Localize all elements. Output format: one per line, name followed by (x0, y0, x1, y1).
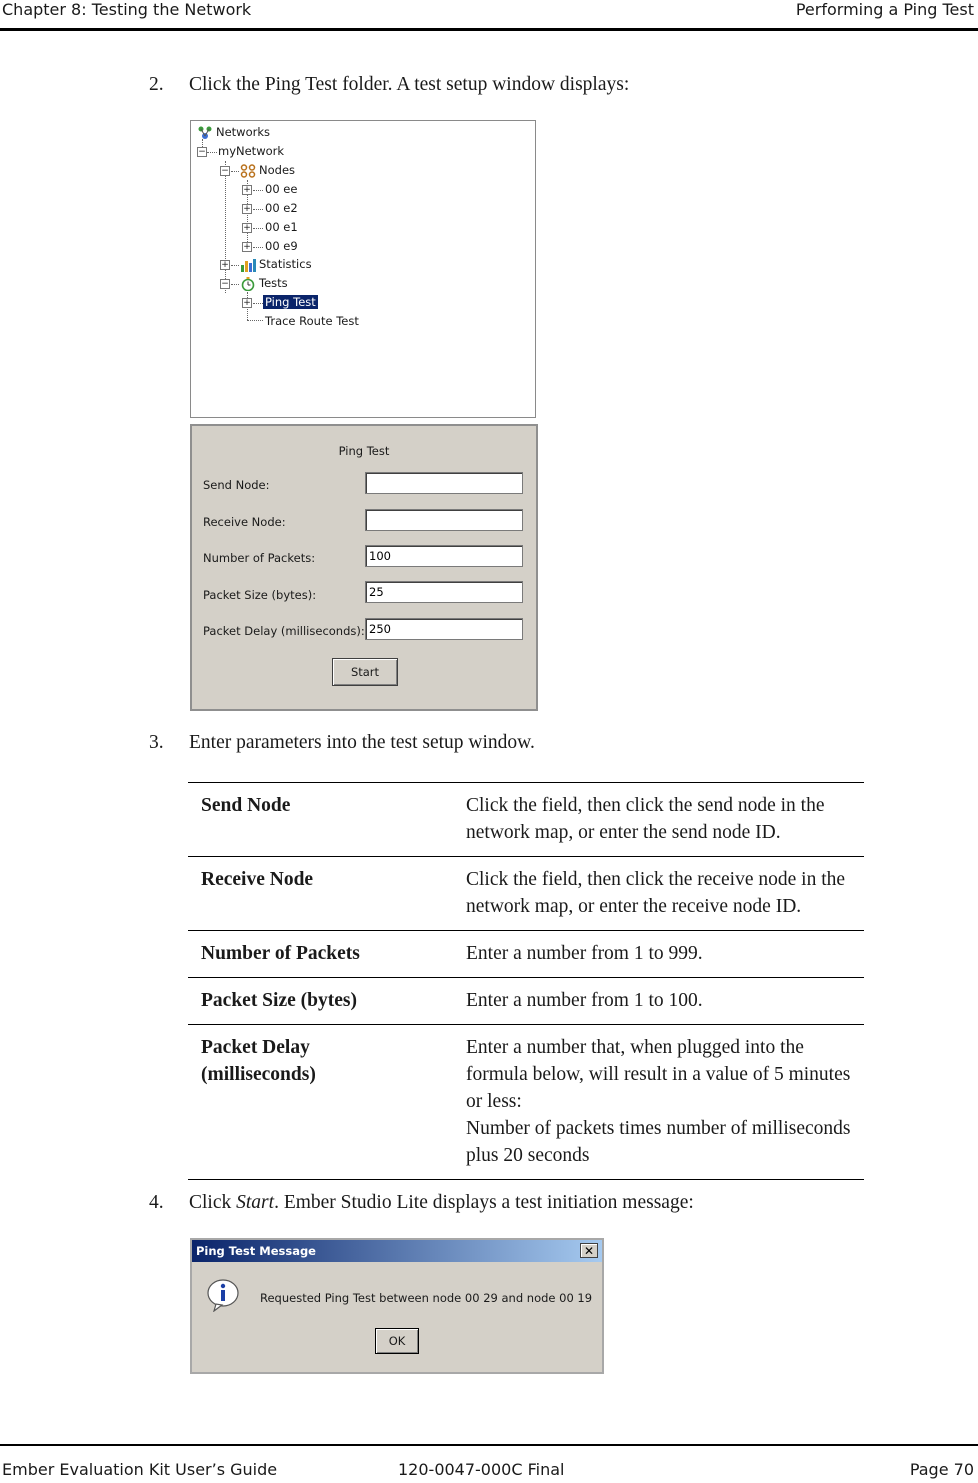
tree-node-node[interactable]: 00 e9 (265, 239, 298, 253)
tree-node-trace-route-test[interactable]: Trace Route Test (265, 314, 359, 328)
step-text: Click Start. Ember Studio Lite displays a test initiation message: (189, 1192, 694, 1213)
section-header: Performing a Ping Test (795, 0, 974, 19)
tree-node-node[interactable]: 00 e1 (265, 220, 298, 234)
parameter-table (188, 782, 864, 1180)
statistics-icon (240, 258, 256, 272)
info-icon (206, 1278, 240, 1312)
nodes-icon (240, 164, 256, 178)
param-name: Receive Node (188, 857, 453, 931)
param-description: Enter a number from 1 to 999. (453, 931, 864, 978)
ping-test-form (190, 424, 538, 711)
receive-node-input[interactable] (365, 509, 523, 531)
param-description: Enter a number from 1 to 100. (453, 978, 864, 1025)
footer-doc-number: 120-0047-000C Final (398, 1460, 565, 1479)
packet-delay-label: Packet Delay (milliseconds): (203, 624, 365, 638)
tree-node-tests[interactable]: Tests (240, 275, 288, 292)
receive-node-label: Receive Node: (203, 515, 286, 529)
send-node-input[interactable] (365, 472, 523, 494)
tree-node-statistics[interactable]: Statistics (240, 256, 312, 273)
collapse-toggle[interactable]: − (221, 166, 229, 176)
step-number: 4. (149, 1192, 164, 1213)
start-emphasis: Start (236, 1192, 275, 1213)
expand-toggle[interactable]: + (243, 204, 251, 214)
header-rule (0, 28, 978, 31)
param-formula: Number of packets times number of milliseconds plus 20 seconds (466, 1118, 851, 1166)
ping-test-message-dialog (190, 1238, 604, 1374)
expand-toggle[interactable]: + (221, 260, 229, 270)
table-row (188, 857, 864, 931)
table-row (188, 931, 864, 978)
step-number: 3. (149, 732, 164, 753)
tree-node-node[interactable]: 00 ee (265, 182, 298, 196)
tree-node-node[interactable]: 00 e2 (265, 201, 298, 215)
networks-icon (197, 126, 213, 140)
network-tree (190, 120, 536, 418)
page-number: Page 70 (909, 1460, 974, 1479)
footer-title: Ember Evaluation Kit User’s Guide (2, 1460, 278, 1479)
footer-rule (0, 1444, 978, 1446)
table-row (188, 1025, 864, 1180)
tree-node-nodes[interactable]: Nodes (240, 162, 295, 179)
start-button[interactable]: Start (332, 658, 398, 686)
param-description: Click the field, then click the receive node in the network map, or enter the receive node ID. (453, 857, 864, 931)
tree-node-mynetwork[interactable]: myNetwork (218, 144, 285, 158)
expand-toggle[interactable]: + (243, 185, 251, 195)
dialog-message: Requested Ping Test between node 00 29 and node 00 19 (260, 1291, 593, 1305)
dialog-title: Ping Test Message (192, 1240, 602, 1262)
tree-node-networks[interactable]: Networks (197, 124, 270, 141)
tree-node-ping-test[interactable]: Ping Test (265, 295, 316, 309)
collapse-toggle[interactable]: − (221, 279, 229, 289)
ok-button[interactable]: OK (375, 1328, 419, 1354)
param-name: Send Node (188, 783, 453, 857)
table-row (188, 978, 864, 1025)
chapter-header: Chapter 8: Testing the Network (2, 0, 252, 19)
step-number: 2. (149, 74, 164, 95)
tests-icon (240, 277, 256, 291)
param-description-text: Enter a number that, when plugged into the formula below, will result in a value of 5 minutes or less: (466, 1037, 851, 1112)
close-icon[interactable]: ✕ (580, 1243, 598, 1258)
table-row (188, 783, 864, 857)
packet-size-label: Packet Size (bytes): (203, 588, 317, 602)
param-name: Number of Packets (188, 931, 453, 978)
packet-count-label: Number of Packets: (203, 551, 316, 565)
param-name: Packet Size (bytes) (188, 978, 453, 1025)
param-description: Click the field, then click the send node in the network map, or enter the send node ID. (453, 783, 864, 857)
step-text: Enter parameters into the test setup window. (189, 732, 535, 753)
param-name: Packet Delay (milliseconds) (188, 1025, 453, 1180)
packet-size-input[interactable] (365, 581, 523, 603)
expand-toggle[interactable]: + (243, 298, 251, 308)
packet-count-input[interactable] (365, 545, 523, 567)
form-title: Ping Test (338, 444, 390, 458)
packet-delay-input[interactable] (365, 618, 523, 640)
collapse-toggle[interactable]: − (198, 147, 206, 157)
param-description (453, 1025, 864, 1180)
expand-toggle[interactable]: + (243, 223, 251, 233)
expand-toggle[interactable]: + (243, 242, 251, 252)
send-node-label: Send Node: (203, 478, 270, 492)
step-text: Click the Ping Test folder. A test setup window displays: (189, 74, 630, 95)
